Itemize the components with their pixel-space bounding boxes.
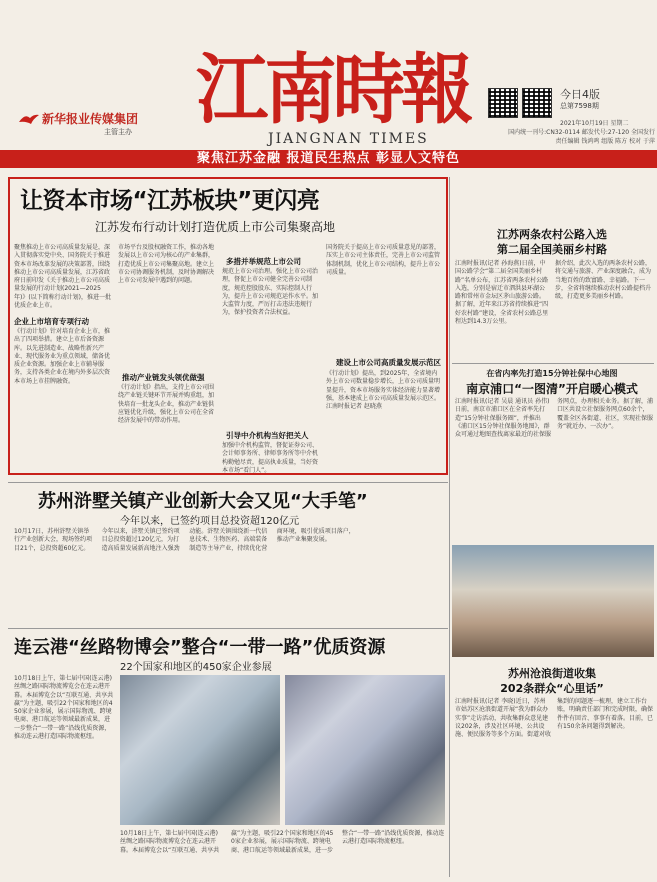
divider [8, 482, 448, 483]
right-mid-body: 江南时报讯(记者 吴晨 通讯员 孙伟)日前，南京市浦口区在全省率先打造“15分钟社保服务圈”，并推出《浦口区15分钟社保服务地图》，群众可通过地图查找离家最近的社保服务网点，办理相关业务。据了解，浦口区共设立社保服务网点60余个，覆盖全区各街道、社区，实现社保服务“就近办、一次办”。 [455, 398, 654, 439]
lead-col4-body: 国务院关于提高上市公司质量意见的部署，压实上市公司主体责任，完善上市公司监管体制机制，优化上市公司结构，提升上市公司质量。 [326, 244, 441, 276]
newspaper-title-en: JIANGNAN TIMES [268, 131, 429, 147]
qr-code-icon[interactable] [488, 88, 518, 118]
expo-photo [285, 675, 445, 825]
story3-headline[interactable]: 连云港“丝路物博会”整合“一带一路”优质资源 [14, 637, 386, 658]
story3-subhead: 22个国家和地区的450家企业参展 [120, 662, 272, 673]
lead-col1-section: 企业上市培育专项行动 [14, 317, 89, 326]
lead-col2-body2: 《行动计划》指出，支持上市公司围绕产业链关键环节开展并购重组，加快培育一批龙头企业，推动产业链供应链优化升级，强化上市公司在全省经济发展中的带动作用。 [118, 384, 215, 425]
issue-info [560, 90, 655, 111]
right-mid-kicker: 在省内率先打造15分钟社保中心地图 [486, 369, 618, 378]
divider [8, 628, 448, 629]
brand-logo: 新华报业传媒集团 [42, 112, 139, 126]
lead-headline[interactable]: 让资本市场“江苏板块”更闪亮 [20, 188, 320, 214]
lead-col4-section: 建设上市公司高质量发展示范区 [336, 358, 441, 367]
issue-today: 今日4版 [560, 88, 600, 101]
cn-number: 国内统一刊号:CN32-0114 邮发代号:27-120 全国发行 [508, 129, 655, 136]
brand-sub: 主管主办 [104, 128, 132, 136]
newspaper-title: 江南時報 [196, 45, 470, 134]
right-top-body: 江南时报讯(记者 孙海燕)日前，中国公路学会“第二届全国美丽乡村路”名单公布，江苏省两条农村公路入选，分别是宿迁市泗洪县环湖公路和常州市金坛区茅山旅游公路。据了解，近年来江苏省持续推进“四好农村路”建设，全省农村公路总里程达到14.3万公里。 [455, 260, 549, 326]
masthead [0, 0, 657, 150]
lead-col1-body: 《行动计划》针对培育企业上市，推出了四项举措。建立上市后备资源库。以先进制造业、战略性新兴产业、现代服务业为重点领域，储备优质企业资源。加强企业上市辅导服务，支持各类企业在境内外多层次资本市场上市挂牌融资。 [14, 328, 111, 385]
right-bottom-headline-2[interactable]: 202条群众“心里话” [500, 682, 604, 695]
column-divider [449, 177, 450, 877]
right-top-body2: 据介绍，此次入选的两条农村公路，将交通与旅游、产业深度融合，成为当地百姓的致富路、幸福路。下一步，全省将继续推动农村公路提档升级，打造更多美丽乡村路。 [555, 260, 652, 301]
story2-body: 10月17日，苏州浒墅关镇举行产业创新大会，现场签约项目21个，总投资超60亿元。今年以来，浒墅关镇已签约项目总投资超过120亿元，为打造高质量发展新高地注入强劲动能。浒墅关镇围绕新一代信息技术、生物医药、高端装备制造等主导产业，持续优化营商环境，吸引优质项目落户，推动产业集聚发展。 [14, 528, 355, 552]
qr-code-icon[interactable] [522, 88, 552, 118]
xinhua-bird-logo-icon [18, 112, 40, 126]
right-top-headline-1[interactable]: 江苏两条农村公路入选 [497, 228, 607, 241]
right-bottom-body: 江南时报讯(记者 李晓)近日，苏州市姑苏区沧浪街道开展“我为群众办实事”走访活动，共收集群众意见建议202条，涉及社区环境、公共设施、便民服务等多个方面。街道对收集到的问题逐一梳理，建立工作台账，明确责任部门和完成时限，确保件件有回音、事事有着落。目前，已有150余条问题得到解决。 [455, 698, 654, 739]
community-photo [452, 545, 654, 657]
right-top-headline-2[interactable]: 第二届全国美丽乡村路 [497, 243, 607, 256]
lead-col2-section: 推动产业链发头领优做强 [122, 373, 205, 382]
right-bottom-headline-1[interactable]: 苏州沧浪街道收集 [508, 667, 596, 680]
lead-col2-body: 市场平台及股权融资工作，推动各地发展以上市公司为核心的产业集群，打造优质上市公司集聚高地。建立上市公司协调服务机制，及时协调解决上市公司发展中遇到的问题。 [118, 244, 215, 285]
story3-body: 10月18日上午，第七届中国(连云港)丝绸之路国际物流博览会在连云港开幕。本届博览会以“互联互通、共享共赢”为主题，吸引22个国家和地区的450家企业参展，展示国际物流、跨境电商、港口航运等领域最新成果，进一步整合“一带一路”沿线优质资源，推动连云港打造国际物流枢纽。 [14, 675, 114, 741]
lead-col3-section: 多措并举规范上市公司 [226, 257, 301, 266]
lead-col3-body: 规范上市公司治理。强化上市公司治理，督促上市公司健全完善公司制度，规范控股股东、实际控制人行为，提升上市公司规范运作水平。加大监管力度，严厉打击违法违规行为，保护投资者合法权益。 [222, 268, 319, 317]
story3-body-lower: 10月18日上午，第七届中国(连云港)丝绸之路国际物流博览会在连云港开幕。本届博览会以“互联互通、共享共赢”为主题，吸引22个国家和地区的450家企业参展，展示国际物流、跨境电商、港口航运等领域最新成果，进一步整合“一带一路”沿线优质资源，推动连云港打造国际物流枢纽。 [120, 830, 445, 854]
lead-subhead: 江苏发布行动计划打造优质上市公司集聚高地 [95, 220, 336, 234]
editors: 责任编辑 钱鸿鸣 组版 陈方 校对 于萍 [555, 138, 655, 145]
lead-col1-intro: 聚焦推动上市公司高质量发展是，深入贯彻落实党中央、国务院关于推进资本市场改革发展的决策部署，围绕推动上市公司高质量发展，江苏省政府日前印发《关于推动上市公司高质量发展的行动计划(2021—2025年)》(以下简称行动计划)，推进一批优质企业上市。 [14, 244, 112, 310]
issue-total: 总第7598期 [560, 102, 599, 110]
divider [452, 363, 654, 364]
story2-headline[interactable]: 苏州浒墅关镇产业创新大会又见“大手笔” [38, 491, 368, 512]
slogan-text: 聚焦江苏金融 报道民生热点 彰显人文特色 [196, 151, 461, 166]
expo-photo [120, 675, 280, 825]
lead-col4-body2: 《行动计划》提出，到2025年，全省境内外上市公司数量稳步增长，上市公司质量明显提升，资本市场服务实体经济能力显著增强，基本建成上市公司高质量发展示范区。 江南时报记者 赵晓燕 [326, 370, 441, 411]
issue-date: 2021年10月19日 星期二 [560, 120, 629, 127]
lead-col3-body2: 加强中介机构监管，督促证券公司、会计师事务所、律师事务所等中介机构勤勉尽责，提高执业质量，当好资本市场“看门人”。 [222, 442, 319, 474]
lead-col3-section2: 引导中介机构当好把关人 [226, 431, 309, 440]
right-mid-headline[interactable]: 南京浦口“一图清”开启暖心模式 [466, 382, 638, 396]
story2-subhead: 今年以来，已签约项目总投资超120亿元 [120, 516, 300, 527]
